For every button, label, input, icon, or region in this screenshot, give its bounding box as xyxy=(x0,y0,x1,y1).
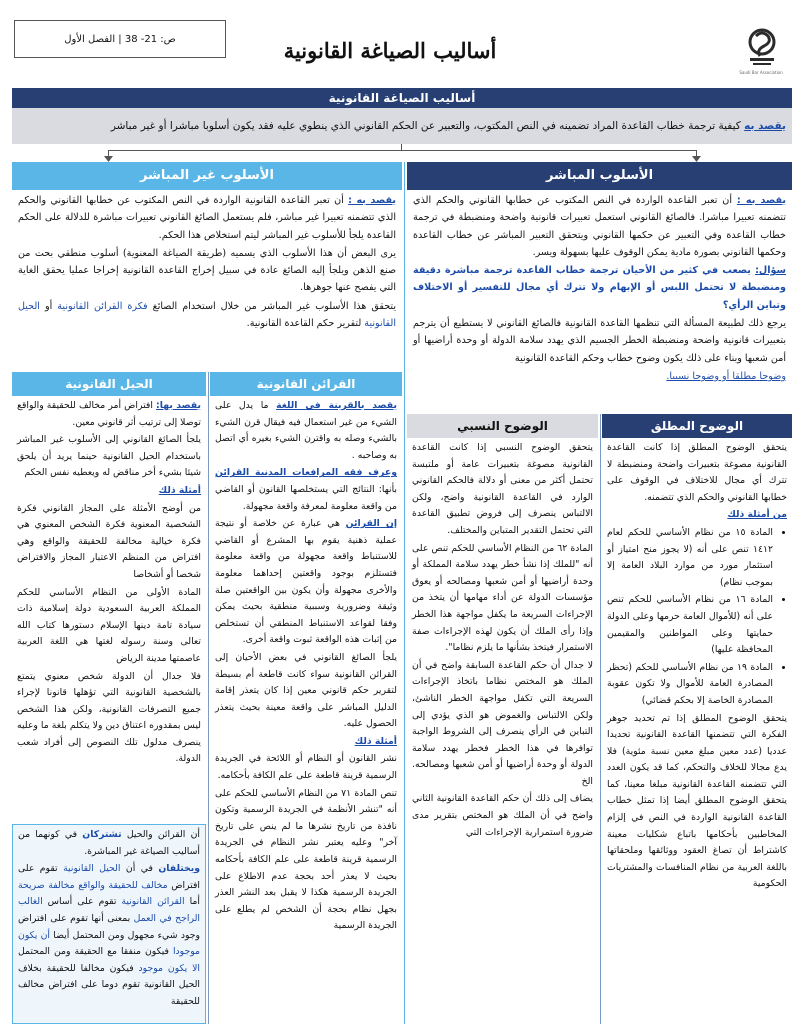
absolute-clarity-body xyxy=(602,438,792,1024)
absolute-clarity-header: الوضوح المطلق xyxy=(602,414,792,438)
presumptions-def-label: وعرف فقه المرافعات المدنية القرائن xyxy=(215,467,397,479)
diff-l: فيكون منفقا مع الحقيقة ومن المحتمل xyxy=(18,946,173,958)
fictions-body xyxy=(12,396,206,820)
absolute-examples-label: من أمثلة ذلك xyxy=(727,509,787,521)
indirect-p3c: أو xyxy=(39,300,58,312)
diff-j: بمعنى أنها تقوم على افتراض وجود شيء مجهول ومن المحتمل أيضا xyxy=(18,912,200,941)
diff-g: القرائن القانونية xyxy=(121,896,185,908)
list-item: • المادة ١٦ من نظام الأساسي للحكم تنص على أنه (للأموال العامة حرمها وعلى الدولة حمايتها وعلى المواطنين والمقيمين المحافظة عليها) xyxy=(607,592,773,658)
direct-style-body xyxy=(407,190,792,436)
presumptions-p6: تنص المادة ٧١ من النظام الأساسي للحكم على أنه "تنشر الأنظمة في الجريدة الرسمية وتكون نافذة من تاريخ نشرها ما لم ينص على تاريخ آخر" وعليه يعتبر نشر النظام في الجريدة الرسمية قرينة قاطعة على علم الكافة بأحكامه بحيث لا يعذر أحد بحجة عدم الاطلاع على الجريدة الرسمية هكذا لا يقبل بعد النشر العذر بجهل نظام بحجة أن الشخص لم يطلع على الجريدة الرسمية xyxy=(215,787,397,932)
fictions-term: يقصد بها: xyxy=(156,400,201,411)
indirect-p3b: فكرة القرائن القانونية xyxy=(57,300,148,312)
diff-e: مخالف للحقيقة والواقع مخالفة صريحة xyxy=(18,879,168,891)
diff-f: أما xyxy=(184,896,200,908)
diff-h: تقوم على أساس xyxy=(42,896,122,908)
indirect-p1: أن تعبر القاعدة القانونية الواردة في النص المكتوب عن خطابها القانوني والحكم الذي تتضمنه تعبيرا غير مباشر، فلم يستعمل الصائغ القانوني تعبيرات مباشرة للدلالة على الحكم القاعدة يلجأ للأسلوب غير المباشر ليتم استخلاص هذا الحكم. xyxy=(18,195,396,241)
fictions-p4: المادة الأولى من النظام الأساسي للحكم المملكة العربية السعودية دولة إسلامية ذات سيادة تامة دينها الإسلام دستورها كتاب الله تعالى وسنة رسوله لغتها هي اللغة العربية عاصمتها مدينة الرياض xyxy=(17,586,201,664)
fictions-p1: افتراض أمر مخالف للحقيقة والواقع توصلا إلى ترتيب أثر قانوني معين. xyxy=(17,400,201,428)
indirect-p3a: يتحقق هذا الأسلوب غير المباشر من خلال استخدام الصائغ xyxy=(147,300,396,312)
diff-m: الا يكون موجود xyxy=(138,962,200,974)
diff-k: أن يكون موجودا xyxy=(18,929,200,958)
section-banner: أساليب الصياغة القانونية xyxy=(12,88,792,108)
definition-term: يقصد به xyxy=(744,120,786,132)
diff-d: تقوم على افتراض xyxy=(18,863,200,891)
page-header xyxy=(0,0,803,80)
relative-clarity-header: الوضوح النسبي xyxy=(407,414,598,438)
relative-p3: لا جدال أن حكم القاعدة السابقة واضح في أن الملك هو المختص نظاما باتخاذ الإجراءات السريعة التي تكفل مواجهة الخطر الناشئ، ولكن الالتباس والغموض هو الذي يؤدي إلى التباين في الرأي ينصرف إلى الشروط الواجبة توافرها في هذا الخطر فخطر يهدد سلامة الدولة أو وحدة أراضيها أو أمن شعبها ومصالحه. الخ xyxy=(412,659,593,787)
direct-answer: يرجع ذلك لطبيعة المسألة التي تنظمها القاعدة القانونية فالصائغ القانوني لا يستطيع أن يترجم بتعبيرات قانونية واضحة ومنضبطة الخطر الجسيم الذي يهدد سلامة الدولة أو وحدة أراضيها أو أمن شعبها وبناء على ذلك يكون وضوح خطاب وحكم القاعدة القانونية xyxy=(413,318,786,364)
chapter-reference: ص: 21- 38 | الفصل الأول xyxy=(14,20,226,58)
fictions-examples-label: أمثلة ذلك xyxy=(158,484,201,496)
diff-a: ويختلفان xyxy=(158,863,201,875)
indirect-p3d: الحيل القانونية xyxy=(18,300,396,330)
direct-answer-end: وضوحا مطلقا أو وضوحا نسبيا. xyxy=(666,370,786,382)
association-logo-icon xyxy=(742,26,782,70)
column-divider xyxy=(208,372,209,1024)
presumptions-p5: نشر القانون أو النظام أو اللائحة في الجريدة الرسمية قرينة قاطعة على علم الكافة بأحكامه. xyxy=(215,753,397,782)
diff-n: فيكون مخالفا للحقيقة بخلاف الحيل القانونية تقوم دوما على افتراض مخالف للحقيقة xyxy=(18,962,200,1007)
connector-line xyxy=(108,150,696,151)
relative-p4: يضاف إلى ذلك أن حكم القاعدة القانونية الثاني واضح في أن الملك هو المختص بتقرير مدى ضرورة استمرارية الإجراءات التي xyxy=(412,793,593,838)
relative-clarity-body xyxy=(407,438,598,1024)
indirect-p2: يرى البعض أن هذا الأسلوب الذي يسميه (طريقة الصياغة المعنوية) أسلوب منطقي بحت من صنع الذهن ويلجأ إليه الصائغ عادة في سبيل إخراج القاعدة القانونية إخراجا عمليا يحقق الغاية التي يفصح عنها جوهرها. xyxy=(18,247,396,294)
presumptions-examples-label: أمثلة ذلك xyxy=(354,735,397,747)
presumptions-p4: يلجأ الصائغ القانوني في بعض الأحيان إلى القرائن القانونية سواء كانت قاطعة أم بسيطة لتقرير حكم قانوني معين إذا كان يتعذر إقامة الدليل المباشر على واقعة معينة بحيث يتعذر الحصول عليه. xyxy=(215,651,397,730)
diff-i: الغالب الراجح في العمل xyxy=(18,896,201,924)
presumptions-header: القرائن القانونية xyxy=(210,372,402,396)
fictions-p2: يلجأ الصائغ القانوني إلى الأسلوب غير المباشر باستخدام الحيل القانونية حينما يريد أن يلحق شيئا بشيء أخر مناقض له ويعطيه نفس الحكم xyxy=(17,434,201,479)
comparison-box xyxy=(12,824,206,1024)
indirect-style-header: الأسلوب غير المباشر xyxy=(12,162,402,190)
diff-c: الحيل القانونية xyxy=(63,863,121,875)
relative-p1: يتحقق الوضوح النسبي إذا كانت القاعدة القانونية مصوغة بتعبيرات عامة أو ملتبسة تحتمل أكثر من معنى أو دلالة فالحكم القانوني الوارد في القاعدة القانونية واضح، ولكن الالتباس ينصرف إلى فروض تطبيق القاعدة التي تحتمل التقدير المتباين والمختلف. xyxy=(412,442,593,536)
absolute-p2: يتحقق الوضوح المطلق إذا تم تحديد جوهر الفكرة التي تتضمنها القاعدة القانونية تحديدا عدديا (عدد معين مبلغ معين نسبة مئوية) فلا يدع مجالا للخلاف والتحكم، كما قد يكون العدد التي تتضمنه القاعدة القانونية مبلغا معينا، كما يتحقق الوضوح المطلق أيضا إذا تمثل خطاب القاعدة القانونية الواردة في النص في إلزام المخاطبين بأحكامها باتباع شكليات معينة كاشتراط أن تصاغ العقود ووثائقها وملحقاتها باللغة العربية من نظام المنافسات والمشتريات الحكومية xyxy=(607,712,787,890)
direct-term: يقصد به : xyxy=(736,195,786,206)
presumptions-p1: ما يدل على الشيء من غير استعمال فيه فيقال قرن الشيء بالشيء وصله به واقترن الشيء بغيره أي اتصل به وصاحبه . xyxy=(215,400,397,461)
column-divider xyxy=(600,414,601,1024)
definition-box xyxy=(12,108,792,144)
logo-tagline: Saudi Bar Association xyxy=(739,70,783,75)
fictions-p5: فلا جدال أن الدولة شخص معنوي يتمتع بالشخصية القانونية التي تؤهلها قانونا لإجراء جميع التصرفات القانونية، ولكن هذا الشخص ليس بمقدوره اعتناق دين ولا يتكلم بلغة ما وعليه ينصرف مدلول تلك النصوص إلى أفراد شعب الدولة. xyxy=(17,670,201,765)
diff-b: في أن xyxy=(120,863,159,875)
presumptions-p2: بأنها: النتائج التي يستخلصها القانون أو القاضي من واقعة معلومة لمعرفة واقعة مجهولة. xyxy=(215,483,397,512)
question-label: سؤال: xyxy=(755,265,786,277)
direct-p1: أن تعبر القاعدة الواردة في النص المكتوب عن خطابها القانوني والحكم الذي تتضمنه تعبيرا مباشرا. فالصائغ القانوني استعمل تعبيرات قانونية واضحة ومنضبطة في ترجمة خطاب القاعدة وفي التعبير عن حكمها القانوني ويتحقق التعبير المباشر عن خطاب القاعدة وحكمها القانوني بصورة مادية يمكن الوقوف عليها بسهولة ويسر. xyxy=(413,195,786,258)
fictions-p3: من أوضح الأمثلة على المجاز القانوني فكرة الشخصية المعنوية فكرة الشخص المعنوي هي فكرة خيالية مخالفة للحقيقة والواقع وهي افتراض من المنظم الاعتبار المجاز والافتراض شخصا أو أشخاصا xyxy=(17,502,201,580)
absolute-p1: يتحقق الوضوح المطلق إذا كانت القاعدة القانونية مصوغة بتعبيرات واضحة ومنضبطة لا تترك أي مجال للاختلاف في الوقوف على خطابها القانوني والحكم الذي تتضمنه. xyxy=(607,442,787,503)
page-title: أساليب الصياغة القانونية xyxy=(283,38,497,63)
indirect-p3e: لتقرير حكم القاعدة القانونية. xyxy=(246,318,365,330)
relative-p2: المادة ٦٢ من النظام الأساسي للحكم تنص على أنه "للملك إذا نشأ خطر يهدد سلامة المملكة أو وحدة أراضيها أو أمن شعبها ومصالحه أو يعوق مؤسسات الدولة عن أداء مهامها أن يتخذ من الإجراءات السريعة ما يكفل مواجهة هذا الخطر وإذا رأى الملك أن يكون لهذه الإجراءات صفة الاستمرار فيتخذ بشأنها ما يلزم نظاما". xyxy=(412,542,593,654)
definition-text: كيفية ترجمة خطاب القاعدة المراد تضمينه في النص المكتوب، والتعبير عن الحكم القانوني الذي ينطوي عليه فقد يكون أسلوبا مباشرا أو غير مباشر xyxy=(110,120,745,132)
comparison-a: أن القرائن والحيل xyxy=(121,829,200,840)
comparison-c: في كونهما من أساليب الصياغة غير المباشرة. xyxy=(18,829,200,857)
list-item: • المادة ١٥ من نظام الأساسي للحكم لعام ١٤١٢ تنص على أنه (لا يجوز منح امتياز أو استثمار مورد من موارد البلاد العامة إلا بموجب نظام) xyxy=(607,525,773,591)
list-item: • المادة ١٩ من نظام الأساسي للحكم (تحظر المصادرة العامة للأموال ولا تكون عقوبة المصادرة الخاصة إلا بحكم قضائي) xyxy=(607,660,773,710)
presumptions-body xyxy=(210,396,402,1024)
column-divider xyxy=(404,162,405,1024)
presumptions-term: يقصد بالقرينة في اللغة xyxy=(276,400,397,411)
absolute-examples-list xyxy=(607,525,787,710)
direct-style-header: الأسلوب المباشر xyxy=(407,162,792,190)
fictions-header: الحيل القانونية xyxy=(12,372,206,396)
presumptions-p3b: هي عبارة عن خلاصة أو نتيجة عملية ذهنية يقوم بها المشرع أو القاضي للاستنباط واقعة مجهولة من واقعة معلومة فتستلزم بوجود واقعتين إحداهما معلومة والأخرى مجهولة وأن يكون بين الواقعتين صلة وثيقة وضرورية وسببية منطقية بحيث يمكن وفقا لقواعد الاستنباط المنطقي أن تستخلص من إثبات هذه الواقعة ثبوت واقعة أخرى. xyxy=(215,518,397,646)
indirect-style-body xyxy=(12,190,402,368)
question-text: يصعب في كثير من الأحيان ترجمة خطاب القاعدة ترجمة مباشرة دقيقة ومنضبطة لا تحتمل اللبس أو الإبهام ولا تترك أي مجال للتفسير أو الاختلاف وتباين الرأي؟ xyxy=(413,265,786,311)
indirect-term: يقصد به : xyxy=(348,195,396,206)
comparison-b: تشتركان xyxy=(82,829,122,840)
presumptions-p3a: إن القرائن xyxy=(345,518,398,530)
